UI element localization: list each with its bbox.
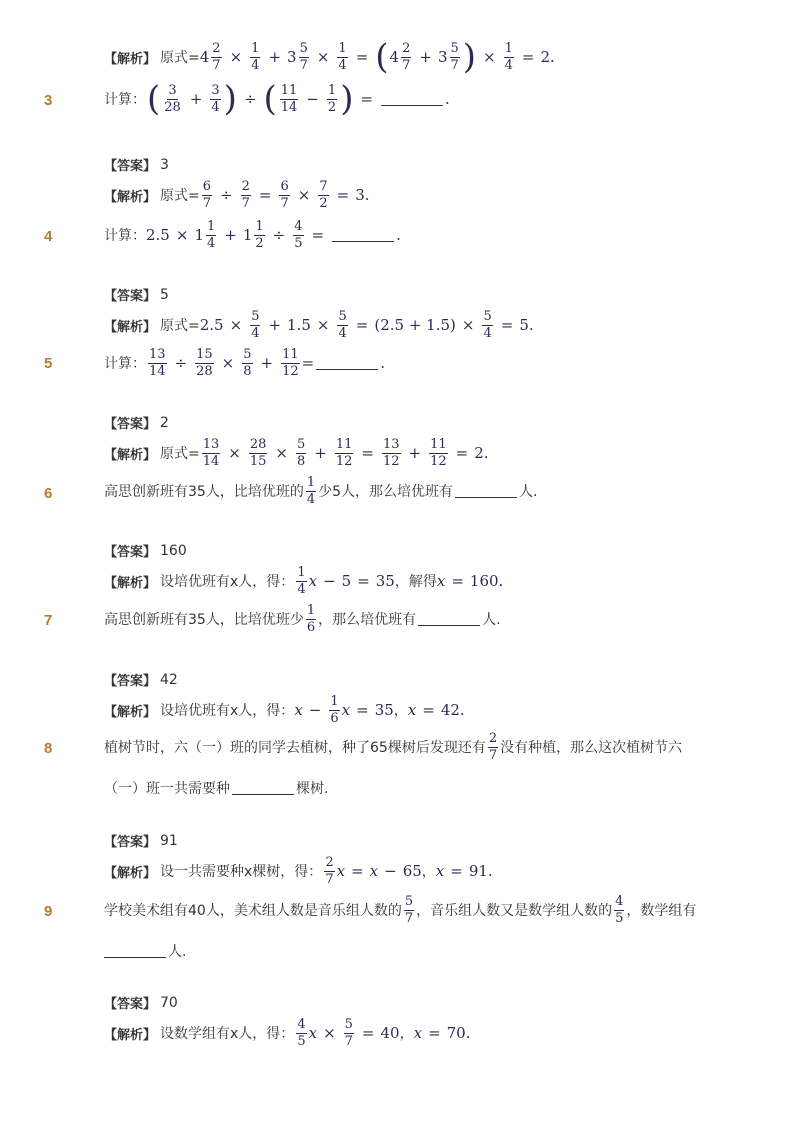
answer-value: 42 xyxy=(160,671,178,688)
analysis-label: 【解析】 xyxy=(104,575,157,591)
answer-blank[interactable] xyxy=(418,613,480,626)
analysis-prefix: 原式= xyxy=(160,446,200,463)
stem-text: （一）班一共需要种 xyxy=(104,781,230,797)
answer-blank[interactable] xyxy=(381,93,443,106)
stem-text: 高思创新班有35人，比培优班的 xyxy=(104,484,304,501)
answer-label: 【答案】 xyxy=(104,159,157,174)
q9-answer xyxy=(104,993,760,1012)
answer-blank[interactable] xyxy=(104,945,166,958)
q5-result: 2 xyxy=(474,444,484,463)
q9-analysis: 【解析】 设数学组有x人，得： $\frac{4}{5}$ x × $\frac{5}{7}$ = 40 ， x = 70 . xyxy=(104,1017,471,1049)
stem-text: 学校美术组有40人，美术组人数是音乐组人数的 xyxy=(104,903,402,920)
q5-answer xyxy=(104,413,760,432)
answer-label: 【答案】 xyxy=(104,835,157,850)
analysis-label: 【解析】 xyxy=(104,447,157,463)
stem-text: 高思创新班有35人，比培优班少 xyxy=(104,612,304,629)
analysis-text: ，解得 xyxy=(394,574,437,591)
answer-value: 5 xyxy=(160,286,169,303)
q8-stem-line1: 植树节时，六（一）班的同学去植树，种了65棵树后发现还有 $\frac{2}{7}$ 没有种植，那么这次植树节六 xyxy=(104,731,683,763)
q5-analysis: 【解析】 原式= $\frac{13}{14}$ × $\frac{28}{15}$ × $\frac{5}{8}$ + $\frac{11}{12}$ = $\frac{13}{12}$ + $\frac{11}{12}$ = 2 . xyxy=(104,437,489,469)
question-number-6: 6 xyxy=(44,485,53,502)
q8-answer xyxy=(104,831,760,850)
answer-blank[interactable] xyxy=(455,485,517,498)
analysis-label: 【解析】 xyxy=(104,319,157,335)
q3-stem: 计算： ( $\frac{3}{28}$ + $\frac{3}{4}$ ) ÷ ( $\frac{11}{14}$ − $\frac{1}{2}$ ) = . xyxy=(104,79,450,119)
question-number-3: 3 xyxy=(44,92,53,109)
question-number-7: 7 xyxy=(44,612,53,629)
analysis-prefix: 原式= xyxy=(160,318,200,335)
stem-text: 没有种植，那么这次植树节六 xyxy=(500,740,683,757)
q6-analysis: 【解析】 设培优班有x人，得： $\frac{1}{4}$ x − 5 = 35 ，解得 x = 160 . xyxy=(104,565,504,597)
q4-stem: 计算： 2.5 × 1 $\frac{1}{4}$ + 1 $\frac{1}{2}$ ÷ $\frac{4}{5}$ = . xyxy=(104,219,401,251)
analysis-text: 设一共需要种x棵树，得： xyxy=(160,864,323,881)
q4-answer xyxy=(104,285,760,304)
analysis-text: 设培优班有x人，得： xyxy=(160,703,295,720)
analysis-text: 设培优班有x人，得： xyxy=(160,574,295,591)
stem-prefix: 计算： xyxy=(104,356,146,373)
answer-value: 160 xyxy=(160,542,187,559)
q5-stem: 计算： $\frac{13}{14}$ ÷ $\frac{15}{28}$ × $\frac{5}{8}$ + $\frac{11}{12}$ = . xyxy=(104,347,386,379)
answer-blank[interactable] xyxy=(316,357,378,370)
stem-prefix: 计算： xyxy=(104,92,146,108)
analysis-end: . xyxy=(465,1024,471,1043)
analysis-label: 【解析】 xyxy=(104,865,157,881)
answer-blank[interactable] xyxy=(332,229,394,242)
analysis-text: 设数学组有x人，得： xyxy=(160,1026,295,1043)
analysis-end: . xyxy=(459,701,465,720)
stem-text: ，音乐组人数又是数学组人数的 xyxy=(416,903,613,920)
q2-result: 2 xyxy=(540,48,551,66)
stem-text: 人. xyxy=(482,612,501,629)
q8-analysis: 【解析】 设一共需要种x棵树，得： $\frac{2}{7}$ x = x − 65 ， x = 91 . xyxy=(104,855,493,887)
answer-value: 2 xyxy=(160,414,169,431)
answer-label: 【答案】 xyxy=(104,289,157,304)
answer-value: 3 xyxy=(160,156,169,173)
q3-answer xyxy=(104,155,760,174)
analysis-end: . xyxy=(487,862,493,881)
q7-analysis: 【解析】 设培优班有x人，得： x − $\frac{1}{6}$ x = 35 ， x = 42 . xyxy=(104,694,465,726)
stem-text: 少5人，那么培优班有 xyxy=(318,484,454,501)
q3-result: 3 xyxy=(355,186,365,205)
stem-text: ，那么培优班有 xyxy=(318,612,417,629)
q6-answer xyxy=(104,541,760,560)
analysis-label: 【解析】 xyxy=(104,1027,157,1043)
q4-result: 5 xyxy=(519,316,529,335)
analysis-prefix: 原式= xyxy=(160,188,200,205)
answer-label: 【答案】 xyxy=(104,417,157,432)
stem-prefix: 计算： xyxy=(104,228,146,245)
answer-value: 91 xyxy=(160,832,178,849)
question-number-4: 4 xyxy=(44,228,53,245)
q3-analysis: 【解析】 原式= $\frac{6}{7}$ ÷ $\frac{2}{7}$ = $\frac{6}{7}$ × $\frac{7}{2}$ = 3 . xyxy=(104,179,370,211)
q7-stem: 高思创新班有35人，比培优班少 $\frac{1}{6}$ ，那么培优班有 人. xyxy=(104,603,501,635)
q6-stem: 高思创新班有35人，比培优班的 $\frac{1}{4}$ 少5人，那么培优班有 人. xyxy=(104,475,538,507)
answer-value: 70 xyxy=(160,994,178,1011)
answer-label: 【答案】 xyxy=(104,674,157,689)
q8-stem-line2 xyxy=(104,778,760,798)
stem-text: 棵树. xyxy=(296,781,329,797)
stem-text: ，数学组有 xyxy=(626,903,697,920)
question-number-5: 5 xyxy=(44,355,53,372)
q9-stem-line1: 学校美术组有40人，美术组人数是音乐组人数的 $\frac{5}{7}$ ，音乐组人数又是数学组人数的 $\frac{4}{5}$ ，数学组有 xyxy=(104,894,697,926)
q9-stem-line2 xyxy=(104,941,760,961)
analysis-prefix: 原式= xyxy=(160,50,200,66)
answer-label: 【答案】 xyxy=(104,997,157,1012)
question-number-9: 9 xyxy=(44,903,53,920)
stem-text: 人. xyxy=(168,944,187,960)
analysis-end: . xyxy=(498,572,504,591)
q7-answer xyxy=(104,670,760,689)
stem-text: 植树节时，六（一）班的同学去植树，种了65棵树后发现还有 xyxy=(104,740,486,757)
stem-text: 人. xyxy=(519,484,538,501)
answer-label: 【答案】 xyxy=(104,545,157,560)
analysis-label: 【解析】 xyxy=(104,189,157,205)
question-number-8: 8 xyxy=(44,740,53,757)
q2-analysis: 【解析】 原式= 4 $\frac{2}{7}$ × $\frac{1}{4}$ + 3 $\frac{5}{7}$ × $\frac{1}{4}$ = ( 4 $\frac{2}{7}$ + 3 $\frac{5}{7}$ ) × $\frac{1}{4}$ = 2 . xyxy=(104,37,555,77)
analysis-label: 【解析】 xyxy=(104,704,157,720)
analysis-label: 【解析】 xyxy=(104,51,157,67)
answer-blank[interactable] xyxy=(232,782,294,795)
q4-analysis: 【解析】 原式= 2.5 × $\frac{5}{4}$ + 1.5 × $\frac{5}{4}$ = (2.5 + 1.5) × $\frac{5}{4}$ = 5 . xyxy=(104,309,534,341)
